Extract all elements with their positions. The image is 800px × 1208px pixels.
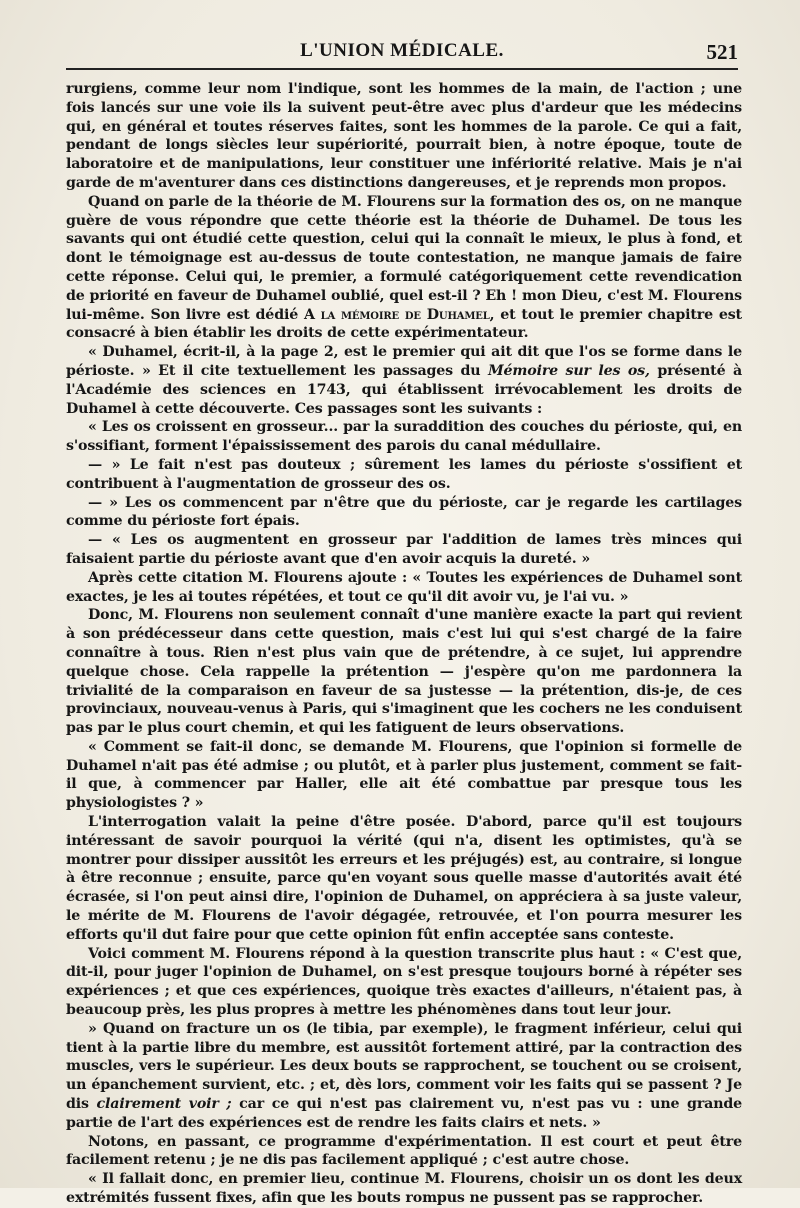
clairement-voir: clairement voir ; — [96, 1096, 232, 1113]
paragraph-7: L'interrogation valait la peine d'être posée. D'abord, parce qu'il est toujours intéressant de savoir pourquoi la vérité (qui n'a, disent les optimistes, qu'à se montrer pour dissiper aussitôt les erreurs et les préjugés) est, au contraire, si longue à être reconnue ; ensuite, parce qu'en voyant sous quelle masse d'autorités avait été écrasée, si l'on peut ainsi dire, l'opinion de Duhamel, on appréciera à sa juste valeur, le mérite de M. Flourens de l'avoir dégagée, retrouvée, et l'on pourra mesurer les efforts qu'il dut faire pour que cette opinion fût enfin acceptée sans conteste. — [66, 814, 742, 943]
paragraph-4: Après cette citation M. Flourens ajoute : « Toutes les expériences de Duhamel sont exactes, je les ai toutes répétées, et tout ce qu'il dit avoir vu, je l'ai vu. » — [66, 569, 742, 605]
dedication: A la mémoire de Duhamel, — [303, 306, 495, 323]
paragraph-1: rurgiens, comme leur nom l'indique, sont les hommes de la main, de l'action ; une fois lancés sur une voie ils la suivent peut-être avec plus d'ardeur que les médecins qui, en général et toutes réserves faites, sont les hommes de la parole. Ce qui a fait, pendant de longs siècles leur supériorité, pourrait bien, à notre époque, toute de laboratoire et de manipulations, leur constituer une infériorité relative. Mais je n'ai garde de m'aventurer dans ces distinctions dangereuses, et je reprends mon propos. — [66, 81, 742, 191]
paragraph-10: Notons, en passant, ce programme d'expérimentation. Il est court et peut être facilement retenu ; je ne dis pas facilement appliqué ; c'est autre chose. — [66, 1133, 742, 1169]
paragraph-5: Donc, M. Flourens non seulement connaît d'une manière exacte la part qui revient à son prédécesseur dans cette question, mais c'est lui qui s'est chargé de la faire connaître à tous. Rien n'est plus vain que de prétendre, à ce sujet, lui apprendre quelque chose. Cela rappelle la prétention — j'espère qu'on me pardonnera la trivialité de la comparaison en faveur de sa justesse — la prétention, dis-je, de ces provinciaux, nouveau-venus à Paris, qui s'imaginent que les cochers ne les conduisent pas par le plus court chemin, et qui les fatiguent de leurs observations. — [66, 607, 742, 737]
paragraph-3-end: présenté à l'Académie des sciences en 1743, qui établissent irrévocablement les droits de Duhamel à cette découverte. Ces passages sont les suivants : — [66, 362, 743, 417]
paragraph-2-text: Quand on parle de la théorie de M. Flourens sur la formation des os, on ne manque guère de vous répondre que cette théorie est la théorie de Duhamel. De tous les savants qui ont étudié cette question, celui qui la connaît le mieux, le plus à fond, et dont le témoignage est au-dessus de toute contestation, ne manque jamais de faire cette réponse. Celui qui, le premier, a formulé catégoriquement cette revendication de priorité en faveur de Duhamel oublié, quel est-il ? Eh ! mon Dieu, c'est M. Flourens lui-même. Son livre est dédié — [66, 193, 742, 323]
paragraph-2 — [66, 193, 742, 343]
header-rule — [66, 68, 738, 70]
quote-2: — » Le fait n'est pas douteux ; sûrement les lames du périoste s'ossifient et contribuent à l'augmentation de grosseur des os. — [66, 456, 742, 492]
quote-3: — » Les os commencent par n'être que du périoste, car je regarde les cartilages comme du périoste fort épais. — [66, 494, 742, 530]
paragraph-2-end: et tout le premier chapitre est consacré à bien établir les droits de cette expérimentateur. — [66, 306, 742, 342]
paragraph-11: « Il fallait donc, en premier lieu, continue M. Flourens, choisir un os dont les deux extrémités fussent fixes, afin que les bouts rompus ne pussent pas se rapprocher. — [66, 1171, 742, 1207]
paragraph-8: Voici comment M. Flourens répond à la question transcrite plus haut : « C'est que, dit-il, pour juger l'opinion de Duhamel, on s'est presque toujours borné à répéter ses expériences ; et que ces expériences, quoique très exactes d'ailleurs, n'étaient pas, à beaucoup près, les plus propres à mettre les phénomènes dans tout leur jour. — [66, 945, 742, 1019]
paragraph-3-text: « Duhamel, écrit-il, à la page 2, est le premier qui ait dit que l'os se forme dans le périoste. » Et il cite textuellement les passages du — [66, 344, 742, 379]
quote-4: — « Les os augmentent en grosseur par l'addition de lames très minces qui faisaient partie du périoste avant que d'en avoir acquis la dureté. » — [66, 532, 742, 567]
paragraph-3 — [66, 343, 742, 418]
page-header — [66, 38, 738, 68]
running-title: L'UNION MÉDICALE. — [300, 40, 504, 61]
quote-1: « Les os croissent en grosseur... par la suraddition des couches du périoste, qui, en s'ossifiant, forment l'épaississement des parois du canal médullaire. — [66, 419, 742, 455]
paragraph-9 — [66, 1020, 742, 1133]
memoire-title: Mémoire sur les os, — [487, 362, 650, 379]
paragraph-9-text: » Quand on fracture un os (le tibia, par exemple), le fragment inférieur, celui qui tient à la partie libre du membre, est aussitôt fortement attiré, par la contraction des muscles, vers le supérieur. Les deux bouts se rapprochent, se touchent ou se croisent, un épanchement survient, etc. ; et, dès lors, comment voir les faits qui se passent ? Je dis — [66, 1020, 742, 1113]
paragraph-6: « Comment se fait-il donc, se demande M. Flourens, que l'opinion si formelle de Duhamel n'ait pas été admise ; ou plutôt, et à parler plus justement, comment se fait-il que, à commencer par Haller, elle ait été combattue par presque tous les physiologistes ? » — [66, 738, 742, 812]
page-number: 521 — [706, 40, 738, 64]
body-text — [66, 80, 742, 1208]
paragraph-9-end: car ce qui n'est pas clairement vu, n'est pas vu : une grande partie de l'art des expériences est de rendre les faits clairs et nets. » — [66, 1096, 743, 1131]
